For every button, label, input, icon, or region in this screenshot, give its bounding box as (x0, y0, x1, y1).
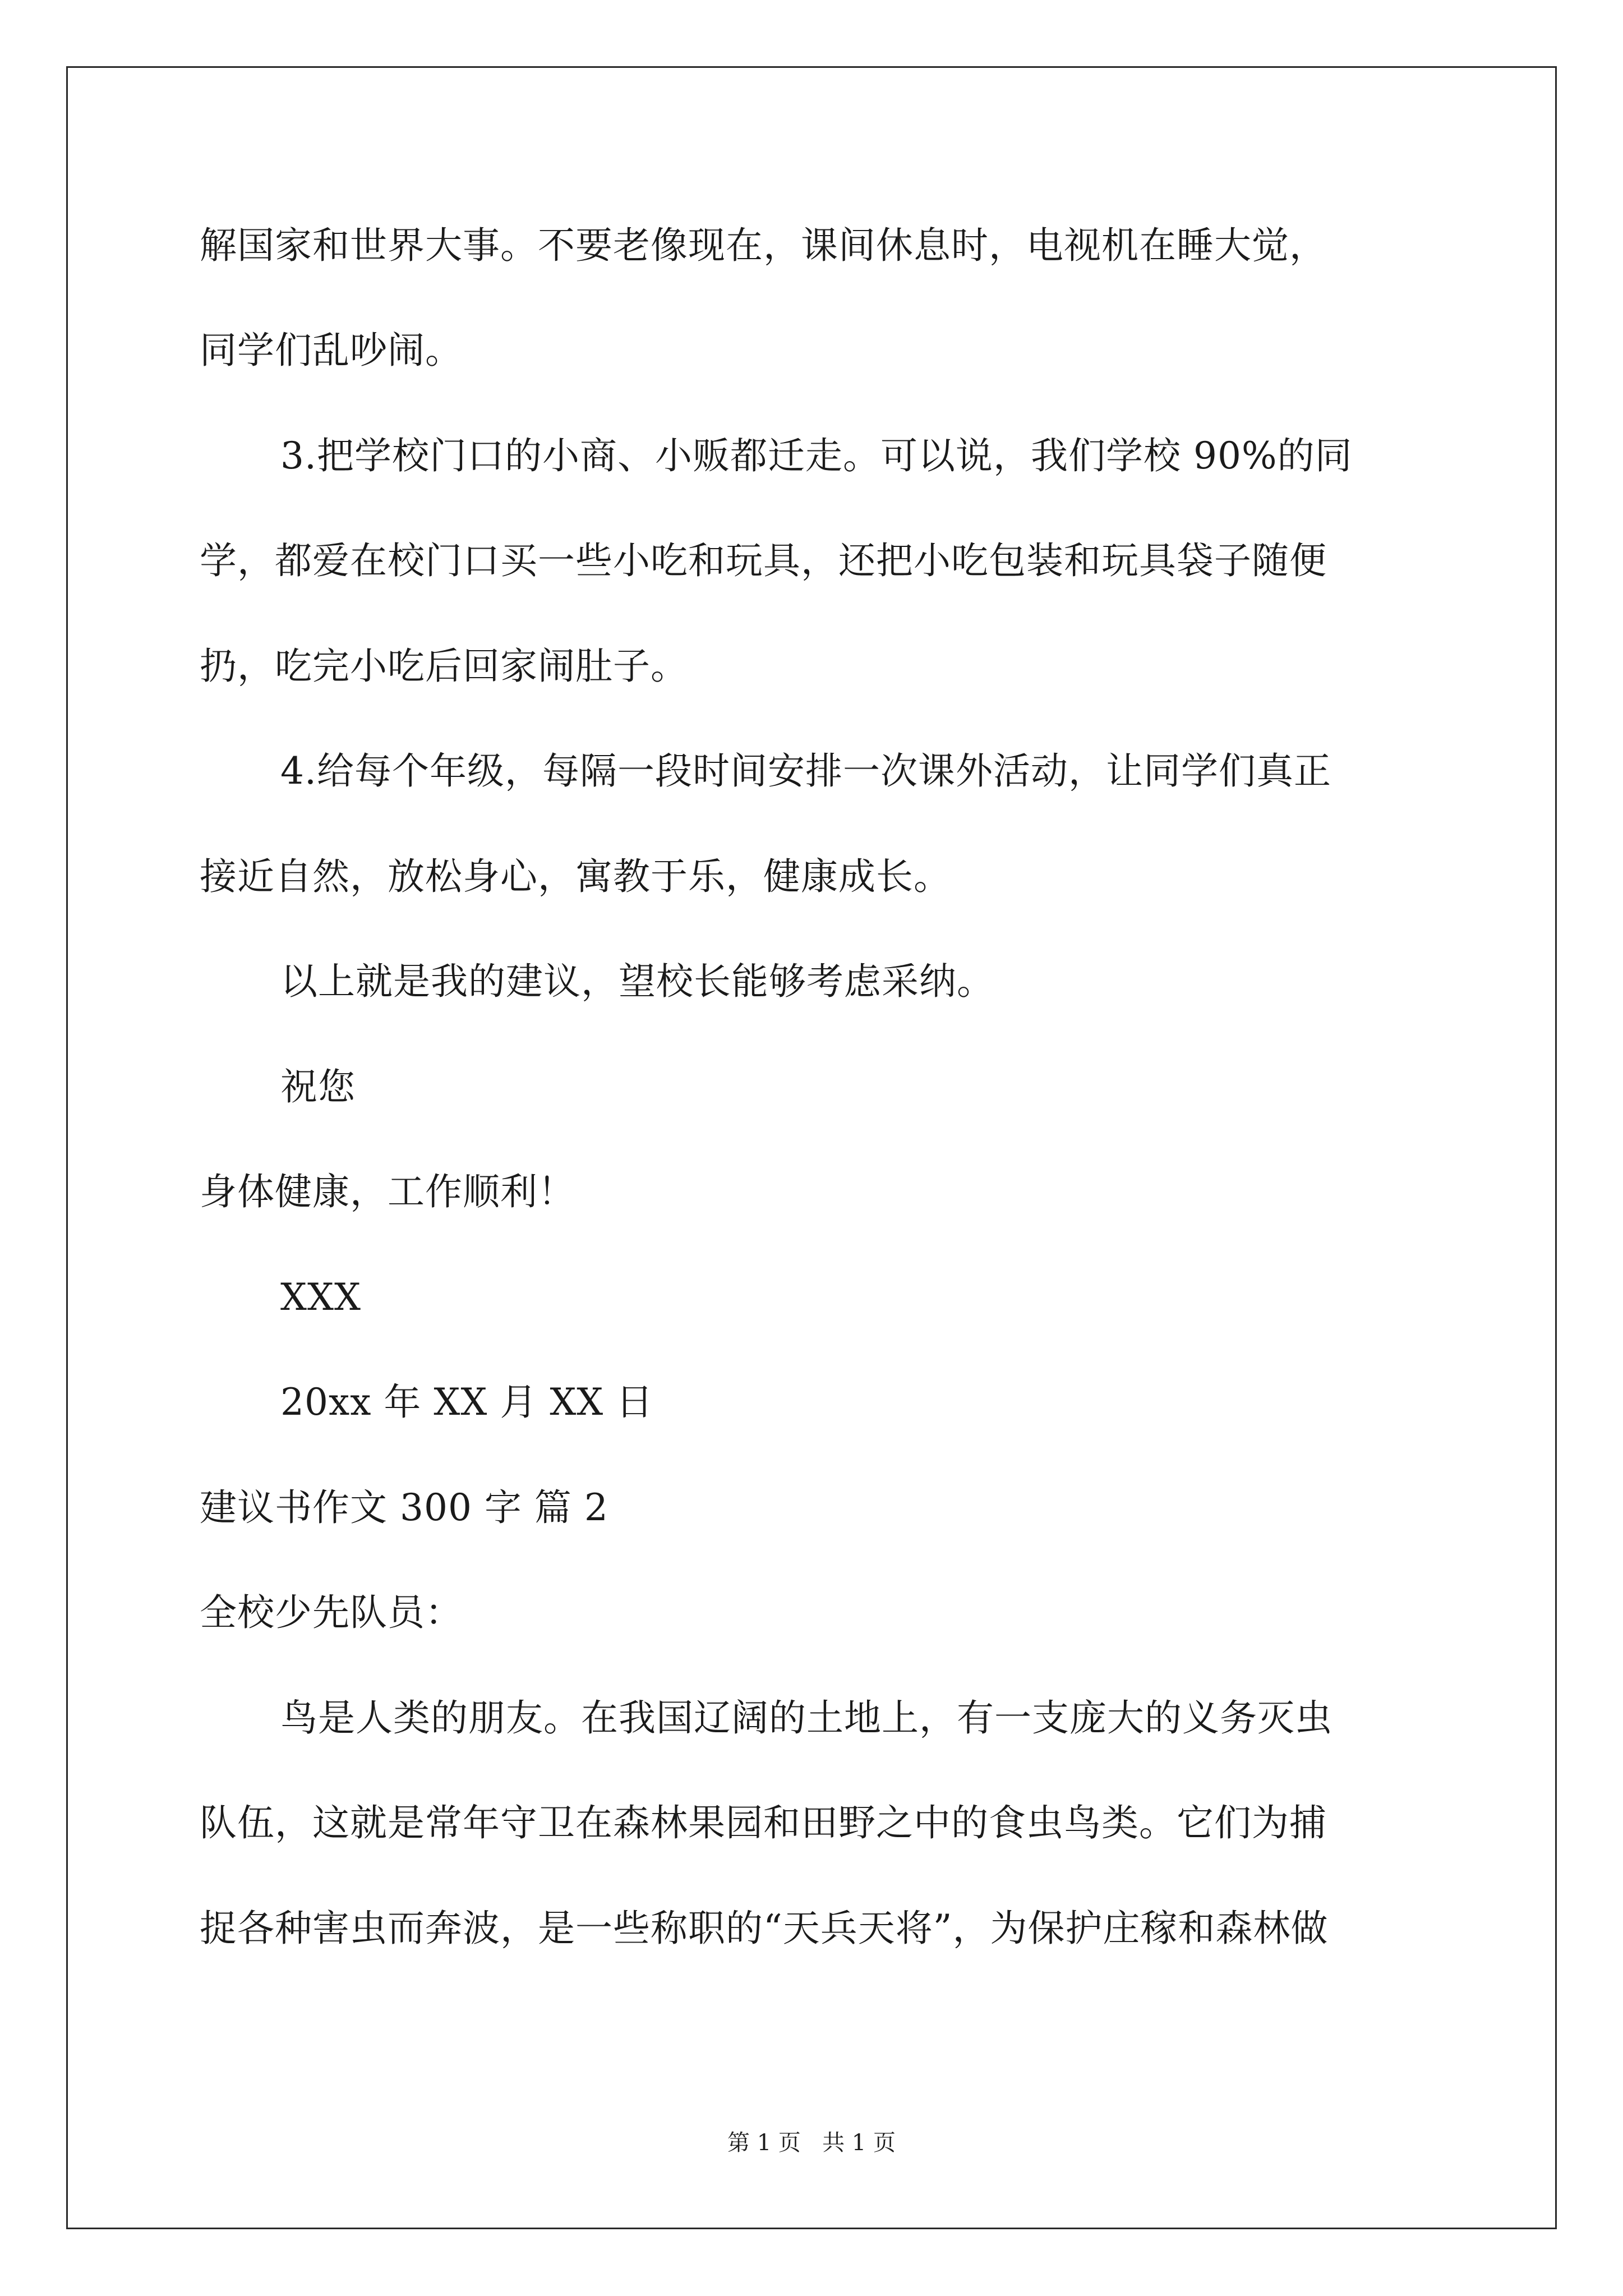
body-line-1: 解国家和世界大事。不要老像现在，课间休息时，电视机在睡大觉， (200, 224, 1327, 267)
birds-paragraph-line-1: 鸟是人类的朋友。在我国辽阔的土地上，有一支庞大的义务灭虫 (280, 1696, 1332, 1740)
paragraph-4-line-1: 4.给每个年级，每隔一段时间安排一次课外活动，让同学们真正 (280, 749, 1331, 793)
signature-date: 20xx 年 XX 月 XX 日 (280, 1381, 654, 1424)
letter-greeting: 全校少先队员： (200, 1591, 463, 1634)
paragraph-3-line-3: 扔，吃完小吃后回家闹肚子。 (200, 645, 688, 688)
closing-sentence: 以上就是我的建议，望校长能够考虑采纳。 (280, 960, 994, 1003)
birds-paragraph-line-2: 队伍，这就是常年守卫在森林果园和田野之中的食虫鸟类。它们为捕 (200, 1801, 1327, 1844)
section-title: 建议书作文 300 字 篇 2 (200, 1486, 608, 1529)
salutation-health: 身体健康，工作顺利！ (200, 1170, 575, 1213)
signature-name: XXX (280, 1276, 361, 1319)
page-footer: 第 1 页 共 1 页 (727, 2130, 896, 2156)
body-line-2: 同学们乱吵闹。 (200, 329, 463, 372)
salutation-wish: 祝您 (280, 1065, 356, 1108)
birds-paragraph-line-3: 捉各种害虫而奔波，是一些称职的“天兵天将”，为保护庄稼和森林做 (200, 1907, 1329, 1950)
paragraph-4-line-2: 接近自然，放松身心，寓教于乐，健康成长。 (200, 855, 951, 898)
paragraph-3-line-2: 学，都爱在校门口买一些小吃和玩具，还把小吃包装和玩具袋子随便 (200, 539, 1327, 582)
paragraph-3-line-1: 3.把学校门口的小商、小贩都迁走。可以说，我们学校 90%的同 (280, 434, 1353, 477)
